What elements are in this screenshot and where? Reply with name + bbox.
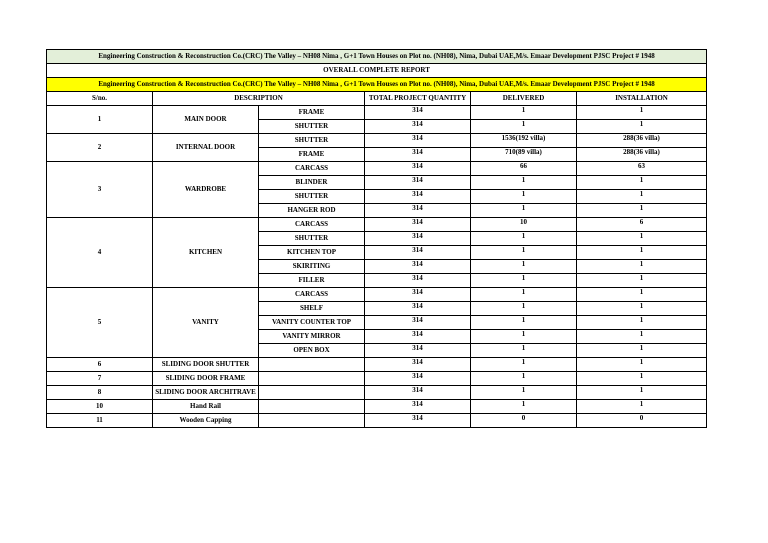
component-name: FRAME (259, 148, 365, 162)
component-name (259, 358, 365, 372)
component-name: CARCASS (259, 218, 365, 232)
serial-number: 7 (47, 372, 153, 386)
total-quantity: 314 (365, 246, 471, 260)
total-quantity: 314 (365, 176, 471, 190)
table-row (47, 386, 707, 400)
installed-quantity: 1 (577, 204, 707, 218)
item-name: SLIDING DOOR FRAME (153, 372, 259, 386)
total-quantity: 314 (365, 330, 471, 344)
delivered-quantity: 1 (471, 176, 577, 190)
installed-quantity: 1 (577, 106, 707, 120)
delivered-quantity: 1 (471, 246, 577, 260)
installed-quantity: 63 (577, 162, 707, 176)
title-row (47, 50, 707, 64)
installed-quantity: 1 (577, 288, 707, 302)
delivered-quantity: 1536(192 villa) (471, 134, 577, 148)
item-name: Hand Rail (153, 400, 259, 414)
component-name (259, 414, 365, 428)
total-quantity: 314 (365, 190, 471, 204)
serial-number: 1 (47, 106, 153, 134)
item-name: Wooden Capping (153, 414, 259, 428)
component-name: CARCASS (259, 162, 365, 176)
component-name: SHUTTER (259, 134, 365, 148)
total-quantity: 314 (365, 386, 471, 400)
report-heading: OVERALL COMPLETE REPORT (47, 64, 707, 78)
installed-quantity: 288(36 villa) (577, 148, 707, 162)
installed-quantity: 1 (577, 274, 707, 288)
table-row (47, 218, 707, 232)
total-quantity: 314 (365, 162, 471, 176)
component-name (259, 372, 365, 386)
component-name: FILLER (259, 274, 365, 288)
header-total-quantity: TOTAL PROJECT QUANTITY (365, 92, 471, 106)
serial-number: 4 (47, 218, 153, 288)
delivered-quantity: 1 (471, 288, 577, 302)
report-title: Engineering Construction & Reconstruction Co.(CRC) The Valley – NH08 Nima , G+1 Town Houses on Plot no. (NH08), Nima, Dubai UAE,M/s. Emaar Development PJSC Project # 1948 (47, 50, 707, 64)
component-name: CARCASS (259, 288, 365, 302)
heading-row (47, 64, 707, 78)
total-quantity: 314 (365, 288, 471, 302)
delivered-quantity: 1 (471, 204, 577, 218)
component-name (259, 386, 365, 400)
serial-number: 10 (47, 400, 153, 414)
header-sno: S/no. (47, 92, 153, 106)
component-name: VANITY MIRROR (259, 330, 365, 344)
installed-quantity: 1 (577, 232, 707, 246)
table-row (47, 372, 707, 386)
total-quantity: 314 (365, 134, 471, 148)
total-quantity: 314 (365, 260, 471, 274)
total-quantity: 314 (365, 400, 471, 414)
delivered-quantity: 66 (471, 162, 577, 176)
header-delivered: DELIVERED (471, 92, 577, 106)
delivered-quantity: 1 (471, 302, 577, 316)
table-row (47, 162, 707, 176)
installed-quantity: 1 (577, 316, 707, 330)
installed-quantity: 288(36 villa) (577, 134, 707, 148)
installed-quantity: 1 (577, 246, 707, 260)
total-quantity: 314 (365, 204, 471, 218)
delivered-quantity: 1 (471, 274, 577, 288)
delivered-quantity: 0 (471, 414, 577, 428)
header-installation: INSTALLATION (577, 92, 707, 106)
table-row (47, 400, 707, 414)
report-title-highlight: Engineering Construction & Reconstruction Co.(CRC) The Valley – NH08 Nima , G+1 Town Houses on Plot no. (NH08), Nima, Dubai UAE,M/s. Emaar Development PJSC Project # 1948 (47, 78, 707, 92)
installed-quantity: 6 (577, 218, 707, 232)
delivered-quantity: 1 (471, 372, 577, 386)
table-row (47, 288, 707, 302)
delivered-quantity: 1 (471, 330, 577, 344)
highlight-title-row (47, 78, 707, 92)
total-quantity: 314 (365, 344, 471, 358)
delivered-quantity: 1 (471, 316, 577, 330)
installed-quantity: 1 (577, 358, 707, 372)
component-name: SHELF (259, 302, 365, 316)
installed-quantity: 1 (577, 386, 707, 400)
table-row (47, 358, 707, 372)
total-quantity: 314 (365, 358, 471, 372)
delivered-quantity: 1 (471, 400, 577, 414)
delivered-quantity: 710(89 villa) (471, 148, 577, 162)
component-name: BLINDER (259, 176, 365, 190)
total-quantity: 314 (365, 232, 471, 246)
serial-number: 5 (47, 288, 153, 358)
item-name: MAIN DOOR (153, 106, 259, 134)
installed-quantity: 1 (577, 176, 707, 190)
total-quantity: 314 (365, 106, 471, 120)
delivered-quantity: 10 (471, 218, 577, 232)
component-name: SHUTTER (259, 232, 365, 246)
table-row (47, 134, 707, 148)
serial-number: 6 (47, 358, 153, 372)
component-name (259, 400, 365, 414)
header-description: DESCRIPTION (153, 92, 365, 106)
installed-quantity: 1 (577, 260, 707, 274)
serial-number: 2 (47, 134, 153, 162)
item-name: KITCHEN (153, 218, 259, 288)
item-name: VANITY (153, 288, 259, 358)
delivered-quantity: 1 (471, 190, 577, 204)
component-name: FRAME (259, 106, 365, 120)
installed-quantity: 1 (577, 372, 707, 386)
component-name: SHUTTER (259, 120, 365, 134)
item-name: WARDROBE (153, 162, 259, 218)
installed-quantity: 1 (577, 330, 707, 344)
total-quantity: 314 (365, 218, 471, 232)
installed-quantity: 1 (577, 120, 707, 134)
installed-quantity: 0 (577, 414, 707, 428)
overall-report-table (46, 49, 707, 428)
installed-quantity: 1 (577, 302, 707, 316)
component-name: HANGER ROD (259, 204, 365, 218)
total-quantity: 314 (365, 148, 471, 162)
total-quantity: 314 (365, 414, 471, 428)
serial-number: 8 (47, 386, 153, 400)
delivered-quantity: 1 (471, 120, 577, 134)
table-row (47, 414, 707, 428)
delivered-quantity: 1 (471, 232, 577, 246)
total-quantity: 314 (365, 274, 471, 288)
total-quantity: 314 (365, 302, 471, 316)
delivered-quantity: 1 (471, 106, 577, 120)
installed-quantity: 1 (577, 344, 707, 358)
component-name: OPEN BOX (259, 344, 365, 358)
component-name: SKIRITING (259, 260, 365, 274)
delivered-quantity: 1 (471, 386, 577, 400)
column-header-row (47, 92, 707, 106)
component-name: SHUTTER (259, 190, 365, 204)
installed-quantity: 1 (577, 190, 707, 204)
item-name: SLIDING DOOR ARCHITRAVE (153, 386, 259, 400)
item-name: INTERNAL DOOR (153, 134, 259, 162)
serial-number: 3 (47, 162, 153, 218)
total-quantity: 314 (365, 120, 471, 134)
total-quantity: 314 (365, 372, 471, 386)
delivered-quantity: 1 (471, 344, 577, 358)
installed-quantity: 1 (577, 400, 707, 414)
total-quantity: 314 (365, 316, 471, 330)
delivered-quantity: 1 (471, 358, 577, 372)
component-name: KITCHEN TOP (259, 246, 365, 260)
item-name: SLIDING DOOR SHUTTER (153, 358, 259, 372)
serial-number: 11 (47, 414, 153, 428)
report-body (47, 50, 707, 428)
table-row (47, 106, 707, 120)
delivered-quantity: 1 (471, 260, 577, 274)
component-name: VANITY COUNTER TOP (259, 316, 365, 330)
